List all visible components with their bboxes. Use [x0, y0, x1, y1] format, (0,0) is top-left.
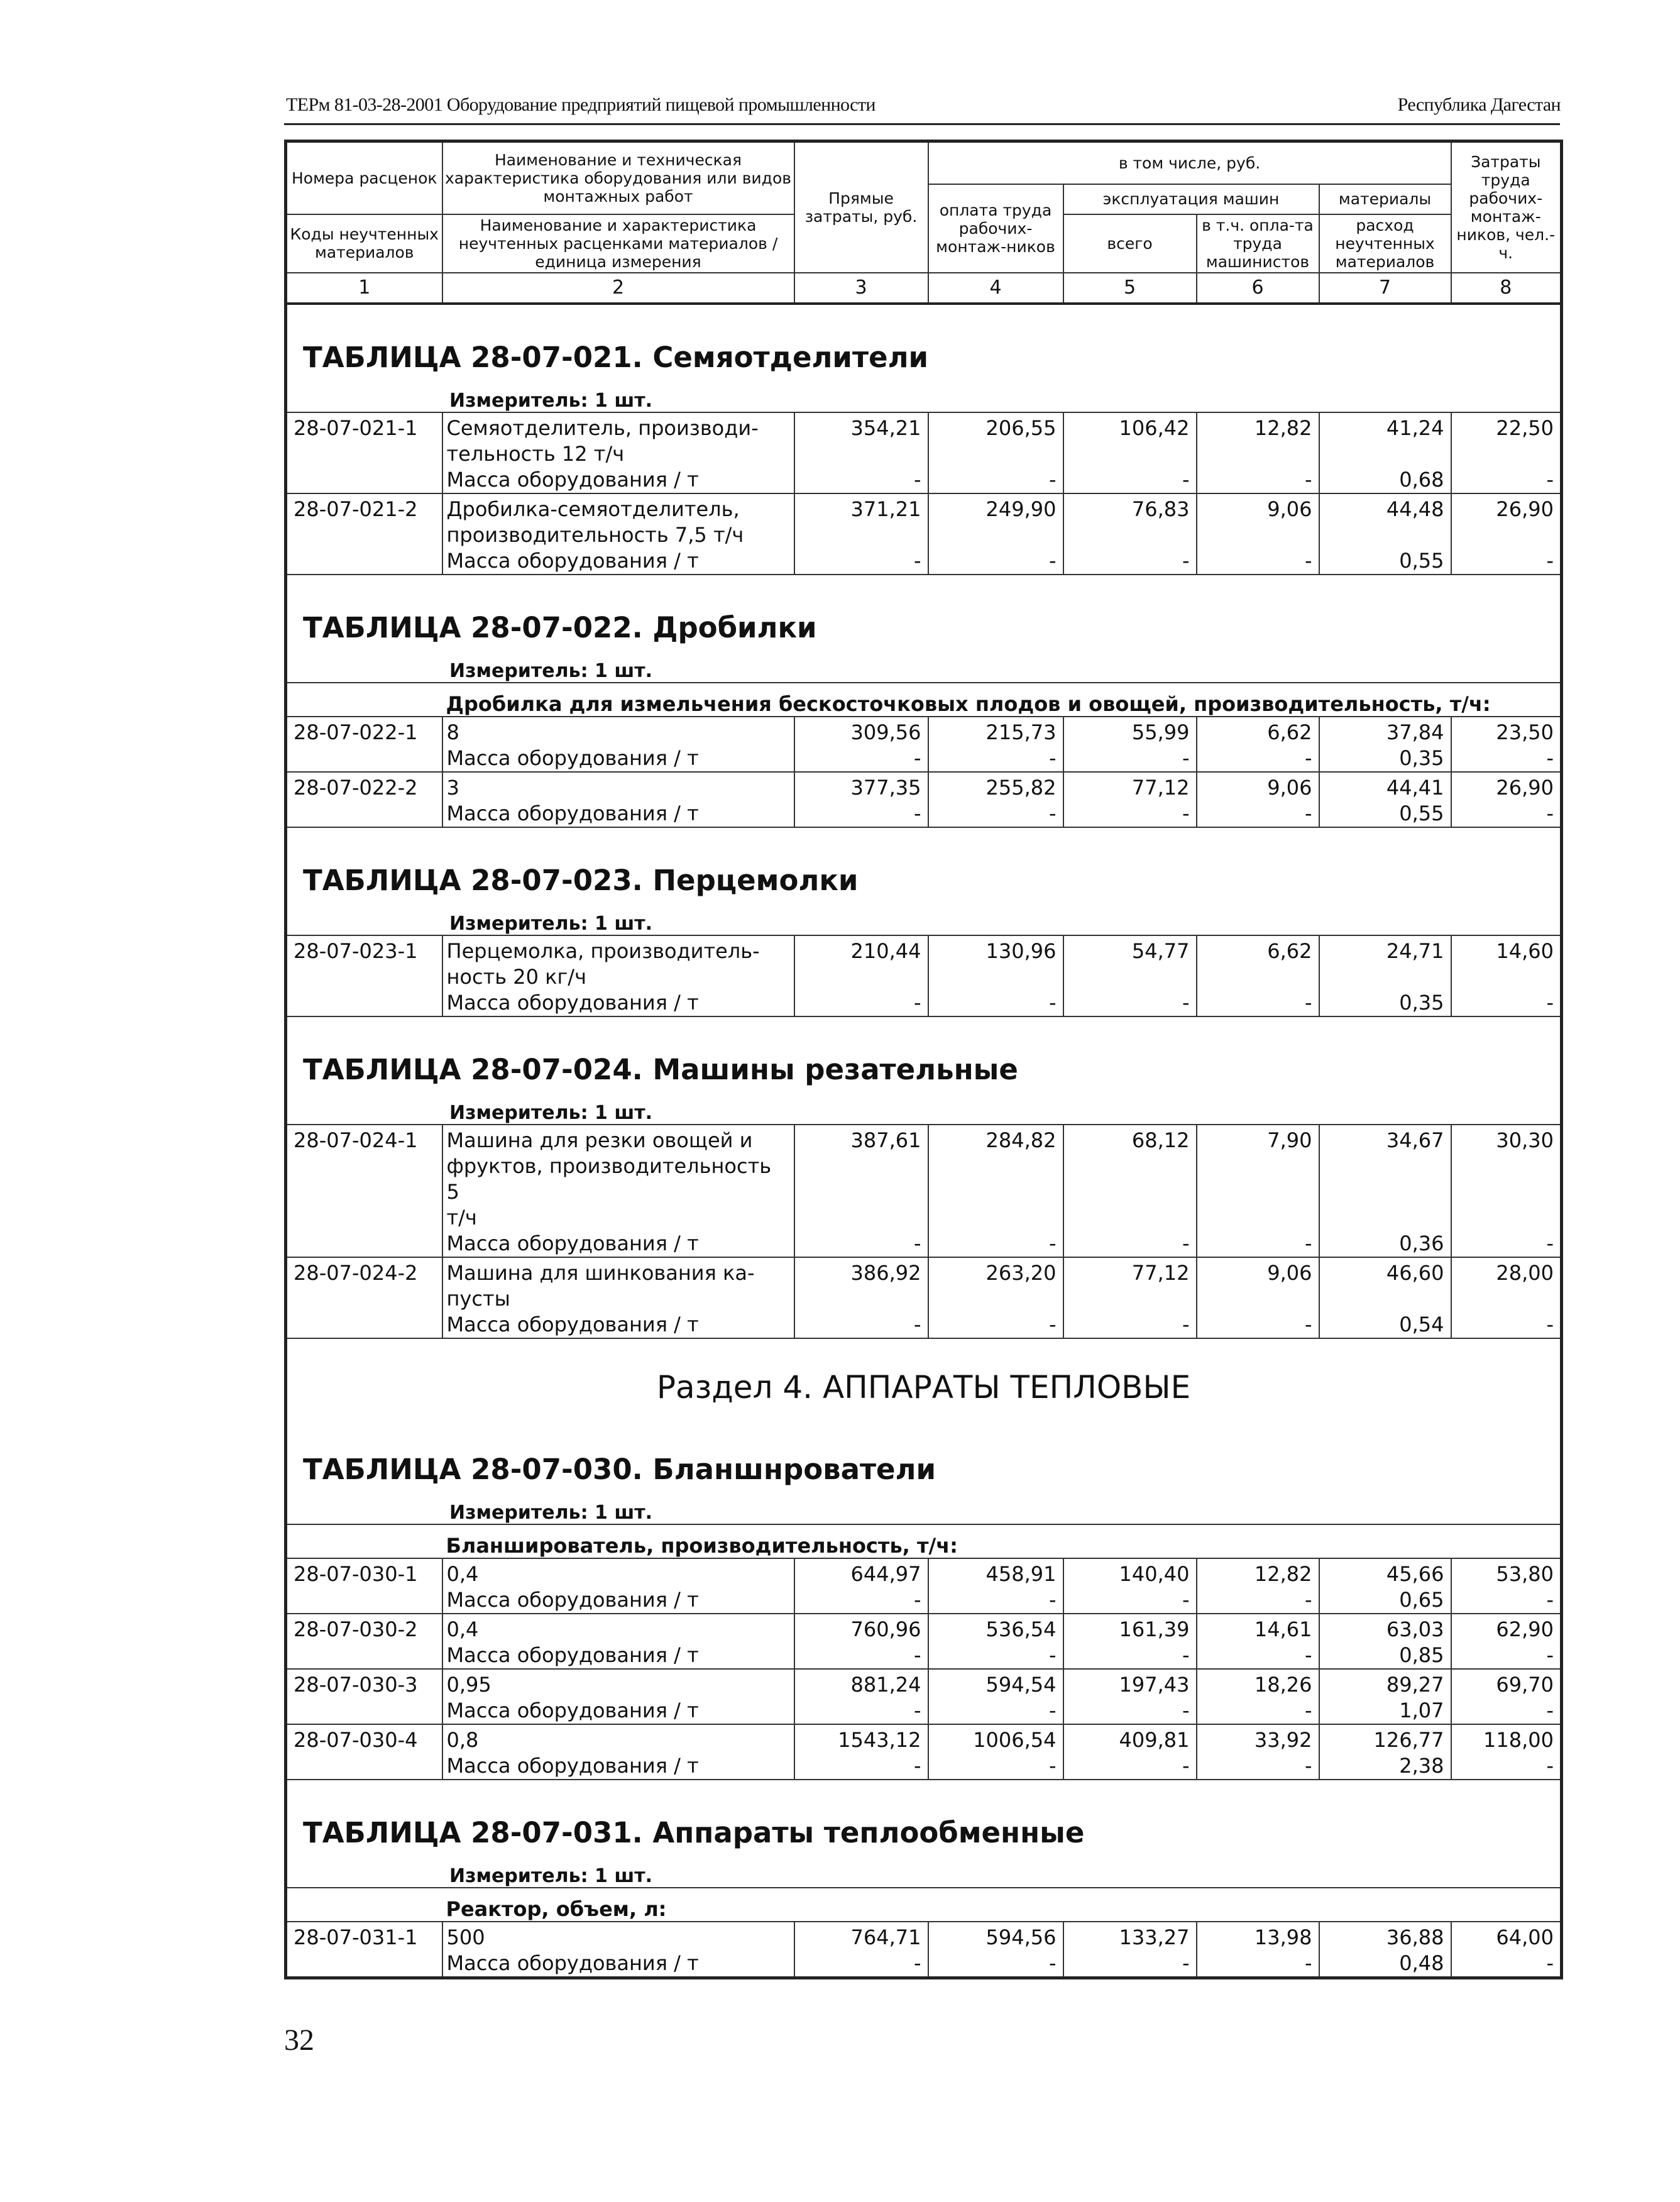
rate-value: 44,48 — [1319, 493, 1451, 548]
price-table — [284, 140, 1563, 1979]
mass-label: Масса оборудования / т — [442, 467, 794, 493]
rate-value: 126,77 — [1319, 1724, 1451, 1753]
mass-value: - — [794, 801, 928, 827]
rate-value: 77,12 — [1063, 772, 1197, 801]
measure-row — [286, 1495, 1562, 1524]
rate-value: 387,61 — [794, 1125, 928, 1231]
rate-code: 28-07-024-1 — [286, 1125, 442, 1257]
rate-name-line: 0,4 — [446, 1617, 479, 1641]
running-header-title: ТЕРм 81-03-28-2001 Оборудование предприятий пищевой промышленности — [286, 94, 876, 115]
col-number-row — [286, 273, 1562, 304]
measure-unit: Измеритель: 1 шт. — [286, 1095, 1562, 1125]
measure-unit: Измеритель: 1 шт. — [286, 653, 1562, 683]
rate-code: 28-07-030-2 — [286, 1614, 442, 1669]
mass-value: - — [1197, 801, 1319, 827]
rate-code: 28-07-023-1 — [286, 935, 442, 1016]
mass-value: - — [1063, 1231, 1197, 1257]
mass-value: 0,55 — [1319, 801, 1451, 827]
rate-value: 9,06 — [1197, 772, 1319, 801]
rate-row — [286, 1125, 1562, 1231]
rate-name-line: Машина для шинкования ка- — [446, 1260, 755, 1285]
rate-value: 46,60 — [1319, 1257, 1451, 1312]
col-number: 2 — [442, 273, 794, 304]
mass-value: - — [1063, 1587, 1197, 1614]
mass-label: Масса оборудования / т — [442, 1587, 794, 1614]
mass-value: - — [794, 1753, 928, 1780]
rate-value: 255,82 — [928, 772, 1063, 801]
mass-value: - — [794, 548, 928, 575]
rate-value: 644,97 — [794, 1558, 928, 1587]
measure-row — [286, 1095, 1562, 1125]
mass-value: - — [928, 1231, 1063, 1257]
rate-name-line: 3 — [446, 775, 459, 800]
rate-row — [286, 772, 1562, 801]
rate-value: 69,70 — [1451, 1669, 1562, 1698]
mass-value: - — [794, 1643, 928, 1669]
group-heading-row — [286, 1888, 1562, 1922]
rate-value: 26,90 — [1451, 772, 1562, 801]
mass-value: - — [1197, 467, 1319, 493]
mass-label: Масса оборудования / т — [442, 1753, 794, 1780]
mass-value: - — [1451, 990, 1562, 1016]
rate-name-line: производительность 7,5 т/ч — [446, 522, 744, 547]
mass-label: Масса оборудования / т — [442, 1643, 794, 1669]
rate-value: 760,96 — [794, 1614, 928, 1643]
section-heading-row — [286, 1338, 1562, 1417]
mass-value: - — [1063, 1753, 1197, 1780]
mass-row — [286, 1643, 1562, 1669]
group-code-cell — [286, 1524, 442, 1558]
rate-value: 371,21 — [794, 493, 928, 548]
col-header-machines-total: всего — [1063, 214, 1197, 273]
mass-row — [286, 1753, 1562, 1780]
mass-value: - — [928, 467, 1063, 493]
rate-name-line: фруктов, производительность 5 — [446, 1153, 772, 1204]
group-heading: Бланширователь, производительность, т/ч: — [442, 1524, 1562, 1558]
rate-value: 284,82 — [928, 1125, 1063, 1231]
col-header-name: Наименование и техническая характеристика оборудования или видов монтажных работ — [442, 141, 794, 214]
rate-row — [286, 493, 1562, 548]
rate-value: 197,43 — [1063, 1669, 1197, 1698]
mass-value: - — [1451, 548, 1562, 575]
col-header-labor: Затраты труда рабочих-монтаж-ников, чел.-ч. — [1451, 141, 1562, 273]
rate-name-line: т/ч — [446, 1205, 477, 1230]
mass-value: - — [928, 1643, 1063, 1669]
col-number: 6 — [1197, 273, 1319, 304]
table-title-row — [286, 575, 1562, 653]
measure-unit: Измеритель: 1 шт. — [286, 1858, 1562, 1888]
rate-value: 37,84 — [1319, 717, 1451, 746]
col-header-material-names: Наименование и характеристика неучтенных расценками материалов / единица измерения — [442, 214, 794, 273]
mass-label: Масса оборудования / т — [442, 1698, 794, 1724]
mass-row — [286, 1698, 1562, 1724]
rate-name-line: 0,4 — [446, 1561, 479, 1586]
rate-row — [286, 935, 1562, 990]
mass-value: - — [928, 1312, 1063, 1338]
rate-row — [286, 412, 1562, 467]
rate-value: 377,35 — [794, 772, 928, 801]
mass-value: 0,35 — [1319, 746, 1451, 772]
mass-value: - — [1063, 1698, 1197, 1724]
col-number: 4 — [928, 273, 1063, 304]
mass-value: 0,85 — [1319, 1643, 1451, 1669]
rate-value: 14,60 — [1451, 935, 1562, 990]
rate-value: 1006,54 — [928, 1724, 1063, 1753]
rate-name-line: 8 — [446, 720, 459, 744]
rate-name — [442, 1724, 794, 1753]
measure-unit: Измеритель: 1 шт. — [286, 906, 1562, 935]
mass-label: Масса оборудования / т — [442, 801, 794, 827]
mass-value: - — [794, 990, 928, 1016]
rate-value: 77,12 — [1063, 1257, 1197, 1312]
rate-name-line: Дробилка-семяотделитель, — [446, 497, 740, 521]
rate-value: 249,90 — [928, 493, 1063, 548]
measure-unit: Измеритель: 1 шт. — [286, 1495, 1562, 1524]
mass-value: - — [1197, 1312, 1319, 1338]
rate-name-line: Машина для резки овощей и — [446, 1128, 753, 1152]
rate-value: 33,92 — [1197, 1724, 1319, 1753]
rate-name-line: Перцемолка, производитель- — [446, 939, 760, 963]
rate-row — [286, 1257, 1562, 1312]
rate-value: 106,42 — [1063, 412, 1197, 467]
mass-label: Масса оборудования / т — [442, 548, 794, 575]
mass-value: 0,54 — [1319, 1312, 1451, 1338]
rate-value: 54,77 — [1063, 935, 1197, 990]
rate-name — [442, 1257, 794, 1312]
mass-value: 1,07 — [1319, 1698, 1451, 1724]
rate-value: 53,80 — [1451, 1558, 1562, 1587]
table-title-row — [286, 1016, 1562, 1095]
measure-row — [286, 653, 1562, 683]
rate-value: 764,71 — [794, 1922, 928, 1951]
group-heading-row — [286, 683, 1562, 717]
mass-value: - — [1197, 990, 1319, 1016]
col-header-rate-numbers: Номера расценок — [286, 141, 442, 214]
rate-value: 881,24 — [794, 1669, 928, 1698]
rate-name-line: пусты — [446, 1286, 510, 1311]
mass-label: Масса оборудования / т — [442, 1231, 794, 1257]
rate-value: 161,39 — [1063, 1614, 1197, 1643]
rate-value: 210,44 — [794, 935, 928, 990]
rate-value: 118,00 — [1451, 1724, 1562, 1753]
mass-value: 2,38 — [1319, 1753, 1451, 1780]
mass-value: 0,68 — [1319, 467, 1451, 493]
rate-name — [442, 493, 794, 548]
measure-unit: Измеритель: 1 шт. — [286, 383, 1562, 412]
table-title: ТАБЛИЦА 28-07-023. Перцемолки — [303, 863, 859, 897]
mass-row — [286, 801, 1562, 827]
table-title: ТАБЛИЦА 28-07-024. Машины резательные — [303, 1052, 1018, 1086]
rate-value: 133,27 — [1063, 1922, 1197, 1951]
rate-name — [442, 1922, 794, 1951]
rate-value: 18,26 — [1197, 1669, 1319, 1698]
rate-name-line: 500 — [446, 1925, 485, 1949]
rate-code: 28-07-022-1 — [286, 717, 442, 772]
rate-row — [286, 1724, 1562, 1753]
col-header-machines: эксплуатация машин — [1063, 184, 1319, 214]
rate-value: 68,12 — [1063, 1125, 1197, 1231]
col-header-materials: материалы — [1319, 184, 1451, 214]
mass-value: 0,65 — [1319, 1587, 1451, 1614]
rate-value: 22,50 — [1451, 412, 1562, 467]
page-number: 32 — [284, 2023, 314, 2057]
mass-value: - — [1063, 548, 1197, 575]
mass-value: - — [1451, 1231, 1562, 1257]
group-heading: Дробилка для измельчения бескосточковых плодов и овощей, производительность, т/ч: — [442, 683, 1562, 717]
col-number: 8 — [1451, 273, 1562, 304]
col-header-operator-pay: в т.ч. опла-та труда машинистов — [1197, 214, 1319, 273]
mass-label: Масса оборудования / т — [442, 990, 794, 1016]
mass-row — [286, 1587, 1562, 1614]
rate-value: 14,61 — [1197, 1614, 1319, 1643]
rate-value: 24,71 — [1319, 935, 1451, 990]
mass-value: - — [1451, 801, 1562, 827]
rate-code: 28-07-021-2 — [286, 493, 442, 575]
rate-name-line: ность 20 кг/ч — [446, 964, 586, 989]
col-header-direct-costs: Прямые затраты, руб. — [794, 141, 928, 273]
col-header-material-codes: Коды неучтенных материалов — [286, 214, 442, 273]
rate-value: 12,82 — [1197, 1558, 1319, 1587]
rate-value: 386,92 — [794, 1257, 928, 1312]
group-heading-row — [286, 1524, 1562, 1558]
mass-value: - — [1197, 1951, 1319, 1978]
rate-value: 45,66 — [1319, 1558, 1451, 1587]
mass-value: - — [928, 990, 1063, 1016]
mass-value: 0,48 — [1319, 1951, 1451, 1978]
rate-name — [442, 1558, 794, 1587]
rate-value: 89,27 — [1319, 1669, 1451, 1698]
col-number: 1 — [286, 273, 442, 304]
rate-value: 41,24 — [1319, 412, 1451, 467]
col-header-material-use: расход неучтенных материалов — [1319, 214, 1451, 273]
mass-value: - — [928, 548, 1063, 575]
rate-value: 536,54 — [928, 1614, 1063, 1643]
rate-value: 9,06 — [1197, 1257, 1319, 1312]
mass-value: - — [1197, 548, 1319, 575]
rate-name — [442, 412, 794, 467]
measure-row — [286, 1858, 1562, 1888]
rate-code: 28-07-031-1 — [286, 1922, 442, 1978]
rate-code: 28-07-024-2 — [286, 1257, 442, 1338]
rate-value: 6,62 — [1197, 935, 1319, 990]
table-title: ТАБЛИЦА 28-07-022. Дробилки — [303, 610, 817, 644]
mass-row — [286, 1231, 1562, 1257]
rate-code: 28-07-030-1 — [286, 1558, 442, 1614]
rate-value: 6,62 — [1197, 717, 1319, 746]
rate-value: 594,56 — [928, 1922, 1063, 1951]
rate-value: 309,56 — [794, 717, 928, 746]
rate-value: 62,90 — [1451, 1614, 1562, 1643]
group-code-cell — [286, 683, 442, 717]
mass-value: 0,35 — [1319, 990, 1451, 1016]
rate-value: 7,90 — [1197, 1125, 1319, 1231]
rate-row — [286, 1614, 1562, 1643]
group-heading: Реактор, объем, л: — [442, 1888, 1562, 1922]
mass-value: - — [1197, 1753, 1319, 1780]
table-title-row — [286, 1780, 1562, 1858]
mass-value: 0,36 — [1319, 1231, 1451, 1257]
mass-row — [286, 990, 1562, 1016]
mass-value: - — [1451, 467, 1562, 493]
rate-value: 34,67 — [1319, 1125, 1451, 1231]
mass-value: - — [928, 1753, 1063, 1780]
table-title-row — [286, 827, 1562, 906]
rate-value: 458,91 — [928, 1558, 1063, 1587]
rate-name — [442, 1614, 794, 1643]
mass-row — [286, 467, 1562, 493]
rate-value: 26,90 — [1451, 493, 1562, 548]
rate-code: 28-07-030-3 — [286, 1669, 442, 1724]
mass-value: - — [928, 1587, 1063, 1614]
mass-label: Масса оборудования / т — [442, 746, 794, 772]
header-rule — [284, 123, 1560, 125]
table-title: ТАБЛИЦА 28-07-021. Семяотделители — [303, 340, 929, 374]
rate-name — [442, 1669, 794, 1698]
mass-value: - — [928, 1698, 1063, 1724]
rate-name-line: тельность 12 т/ч — [446, 441, 625, 466]
rate-value: 55,99 — [1063, 717, 1197, 746]
rate-value: 23,50 — [1451, 717, 1562, 746]
measure-row — [286, 906, 1562, 935]
rate-value: 9,06 — [1197, 493, 1319, 548]
mass-value: - — [794, 1312, 928, 1338]
rate-value: 64,00 — [1451, 1922, 1562, 1951]
rate-value: 215,73 — [928, 717, 1063, 746]
mass-value: - — [1197, 746, 1319, 772]
col-header-including: в том числе, руб. — [928, 141, 1451, 184]
mass-value: - — [1063, 746, 1197, 772]
mass-value: - — [1451, 1951, 1562, 1978]
mass-label: Масса оборудования / т — [442, 1951, 794, 1978]
rate-row — [286, 717, 1562, 746]
rate-value: 1543,12 — [794, 1724, 928, 1753]
mass-value: - — [794, 1951, 928, 1978]
mass-value: - — [1063, 990, 1197, 1016]
rate-name — [442, 935, 794, 990]
rate-value: 63,03 — [1319, 1614, 1451, 1643]
measure-row — [286, 383, 1562, 412]
table-title: ТАБЛИЦА 28-07-031. Аппараты теплообменные — [303, 1815, 1085, 1849]
mass-value: - — [1451, 1698, 1562, 1724]
mass-value: - — [1063, 1951, 1197, 1978]
rate-value: 76,83 — [1063, 493, 1197, 548]
mass-value: - — [1451, 1643, 1562, 1669]
mass-value: - — [1197, 1643, 1319, 1669]
rate-value: 594,54 — [928, 1669, 1063, 1698]
mass-value: - — [1063, 1643, 1197, 1669]
mass-value: - — [794, 746, 928, 772]
mass-row — [286, 1951, 1562, 1978]
mass-row — [286, 746, 1562, 772]
mass-value: - — [1197, 1698, 1319, 1724]
rate-value: 30,30 — [1451, 1125, 1562, 1231]
rate-name — [442, 772, 794, 801]
rate-name-line: 0,8 — [446, 1727, 479, 1752]
rate-row — [286, 1669, 1562, 1698]
table-title-row — [286, 1417, 1562, 1495]
table-title-row — [286, 304, 1562, 383]
mass-value: - — [794, 1231, 928, 1257]
rate-row — [286, 1922, 1562, 1951]
table-body — [286, 304, 1562, 1978]
rate-name-line: 0,95 — [446, 1672, 491, 1697]
mass-value: - — [928, 1951, 1063, 1978]
rate-code: 28-07-021-1 — [286, 412, 442, 493]
mass-value: - — [794, 1587, 928, 1614]
rate-value: 354,21 — [794, 412, 928, 467]
col-number: 5 — [1063, 273, 1197, 304]
mass-row — [286, 1312, 1562, 1338]
mass-label: Масса оборудования / т — [442, 1312, 794, 1338]
rate-name — [442, 717, 794, 746]
col-number: 3 — [794, 273, 928, 304]
group-code-cell — [286, 1888, 442, 1922]
rate-row — [286, 1558, 1562, 1587]
table-title: ТАБЛИЦА 28-07-030. Бланшнрователи — [303, 1452, 936, 1486]
rate-value: 140,40 — [1063, 1558, 1197, 1587]
mass-value: - — [928, 746, 1063, 772]
mass-value: - — [794, 1698, 928, 1724]
mass-value: - — [1063, 467, 1197, 493]
section-heading: Раздел 4. АППАРАТЫ ТЕПЛОВЫЕ — [656, 1368, 1191, 1406]
mass-value: - — [794, 467, 928, 493]
col-number: 7 — [1319, 273, 1451, 304]
mass-value: - — [1451, 1587, 1562, 1614]
rate-value: 409,81 — [1063, 1724, 1197, 1753]
mass-value: - — [1063, 1312, 1197, 1338]
mass-value: - — [1451, 1312, 1562, 1338]
mass-row — [286, 548, 1562, 575]
mass-value: 0,55 — [1319, 548, 1451, 575]
rate-value: 13,98 — [1197, 1922, 1319, 1951]
mass-value: - — [928, 801, 1063, 827]
rate-code: 28-07-030-4 — [286, 1724, 442, 1780]
rate-value: 28,00 — [1451, 1257, 1562, 1312]
mass-value: - — [1063, 801, 1197, 827]
rate-value: 44,41 — [1319, 772, 1451, 801]
running-header-region: Республика Дагестан — [1397, 94, 1561, 115]
rate-value: 263,20 — [928, 1257, 1063, 1312]
rate-code: 28-07-022-2 — [286, 772, 442, 827]
mass-value: - — [1197, 1587, 1319, 1614]
rate-value: 206,55 — [928, 412, 1063, 467]
rate-name — [442, 1125, 794, 1231]
mass-value: - — [1451, 746, 1562, 772]
rate-value: 36,88 — [1319, 1922, 1451, 1951]
col-header-worker-pay: оплата труда рабочих-монтаж-ников — [928, 184, 1063, 273]
table-header — [286, 141, 1562, 304]
mass-value: - — [1451, 1753, 1562, 1780]
rate-value: 130,96 — [928, 935, 1063, 990]
mass-value: - — [1197, 1231, 1319, 1257]
rate-value: 12,82 — [1197, 412, 1319, 467]
rate-name-line: Семяотделитель, производи- — [446, 416, 759, 440]
